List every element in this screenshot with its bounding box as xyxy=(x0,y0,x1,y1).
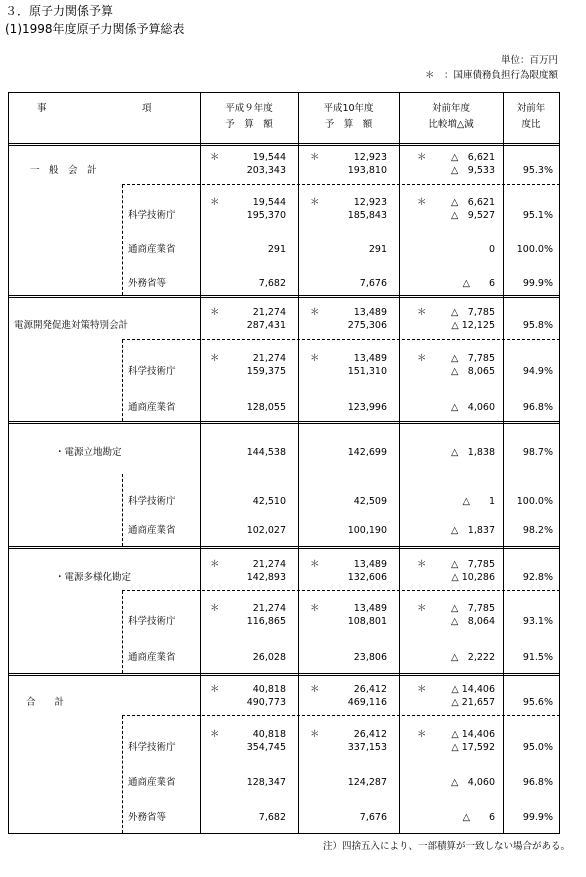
fy9-limit-value: 19,544 xyxy=(252,197,286,208)
unit-label: 単位：百万円 xyxy=(500,55,558,66)
fy9-value: 128,347 xyxy=(246,777,286,788)
limit-mark: ＊ xyxy=(417,353,427,364)
diff-value: △ 8,065 xyxy=(450,366,495,377)
limit-mark: ＊ xyxy=(310,307,320,318)
fy10-limit-value: 13,489 xyxy=(353,559,387,570)
limit-mark: ＊ xyxy=(210,152,220,163)
fy10-value: 337,153 xyxy=(347,742,387,753)
ratio-value: 96.8% xyxy=(522,777,553,788)
fy9-limit-value: 21,274 xyxy=(252,307,286,318)
diff-value: △ 2,222 xyxy=(450,652,495,663)
limit-mark: ＊ xyxy=(417,197,427,208)
diff-value: △ 9,527 xyxy=(450,210,495,221)
row-name: 科学技術庁 xyxy=(128,366,176,377)
row-name: 電源開発促進対策特別会計 xyxy=(14,320,129,331)
diff-value: △ 1,837 xyxy=(450,525,495,536)
ratio-value: 96.8% xyxy=(522,402,553,413)
fy9-limit-value: 19,544 xyxy=(252,152,286,163)
fy9-value: 144,538 xyxy=(246,447,286,458)
fy10-value: 23,806 xyxy=(353,652,387,663)
fy10-value: 7,676 xyxy=(359,812,387,823)
table-title: (1)1998年度原子力関係予算総表 xyxy=(5,22,185,36)
fy9-value: 128,055 xyxy=(246,402,286,413)
diff-value: △ 4,060 xyxy=(450,402,495,413)
header-diff: 対前年度 xyxy=(431,103,470,114)
row-name: 外務省等 xyxy=(128,812,167,823)
diff-limit-value: △ 6,621 xyxy=(450,152,495,163)
header-fy10: 平成10年度 xyxy=(323,103,374,114)
section-title: ３．原子力関係予算 xyxy=(5,4,114,18)
diff-value: △ 9,533 xyxy=(450,165,495,176)
fy10-value: 275,306 xyxy=(347,320,387,331)
diff-value: △ 17,592 xyxy=(451,742,495,753)
limit-mark: ＊ xyxy=(310,559,320,570)
fy9-value: 490,773 xyxy=(246,697,286,708)
fy9-value: 102,027 xyxy=(246,525,286,536)
limit-mark: ＊ xyxy=(310,603,320,614)
ratio-value: 92.8% xyxy=(522,572,553,583)
fy10-value: 142,699 xyxy=(347,447,387,458)
ratio-value: 99.9% xyxy=(522,812,553,823)
fy10-limit-value: 13,489 xyxy=(353,307,387,318)
fy9-value: 354,745 xyxy=(246,742,286,753)
diff-value: △ 10,286 xyxy=(451,572,495,583)
fy10-value: 123,996 xyxy=(347,402,387,413)
ratio-value: 91.5% xyxy=(522,652,553,663)
fy9-limit-value: 40,818 xyxy=(252,684,286,695)
header-komoku: 項 xyxy=(142,103,152,114)
header-fy9-sub: 予 算 額 xyxy=(225,119,273,130)
ratio-value: 93.1% xyxy=(522,616,553,627)
fy9-value: 291 xyxy=(267,244,286,255)
limit-mark: ＊ xyxy=(417,307,427,318)
header-ratio: 対前年 xyxy=(516,103,546,114)
limit-mark: ＊ xyxy=(417,603,427,614)
limit-mark: ＊ xyxy=(310,152,320,163)
fy9-value: 7,682 xyxy=(258,278,286,289)
ratio-value: 95.1% xyxy=(522,210,553,221)
limit-mark: ＊ xyxy=(417,729,427,740)
row-name: 通商産業省 xyxy=(128,777,176,788)
header-fy10-sub: 予 算 額 xyxy=(324,119,373,130)
ratio-value: 94.9% xyxy=(522,366,553,377)
diff-value: 0 xyxy=(488,244,495,255)
fy9-limit-value: 21,274 xyxy=(252,603,286,614)
fy9-limit-value: 40,818 xyxy=(252,729,286,740)
row-name: 科学技術庁 xyxy=(128,742,176,753)
diff-value: △ 21,657 xyxy=(451,697,495,708)
diff-limit-value: △ 7,785 xyxy=(450,559,495,570)
row-name: 通商産業省 xyxy=(128,402,176,413)
diff-value: △ 1,838 xyxy=(450,447,495,458)
fy9-value: 26,028 xyxy=(252,652,286,663)
fy9-value: 142,893 xyxy=(246,572,286,583)
row-name: 科学技術庁 xyxy=(128,210,176,221)
ratio-value: 100.0% xyxy=(516,496,553,507)
fy10-value: 7,676 xyxy=(359,278,387,289)
legend-label: ＊ ：国庫債務負担行為限度額 xyxy=(424,70,558,81)
limit-mark: ＊ xyxy=(417,559,427,570)
limit-mark: ＊ xyxy=(210,729,220,740)
row-name: 科学技術庁 xyxy=(128,496,176,507)
limit-mark: ＊ xyxy=(210,559,220,570)
limit-mark: ＊ xyxy=(417,152,427,163)
fy9-value: 42,510 xyxy=(252,496,286,507)
row-name: 通商産業省 xyxy=(128,652,176,663)
limit-mark: ＊ xyxy=(310,684,320,695)
ratio-value: 100.0% xyxy=(516,244,553,255)
diff-limit-value: △ 6,621 xyxy=(450,197,495,208)
fy10-limit-value: 26,412 xyxy=(353,684,387,695)
footnote: 注）四捨五入により、一部積算が一致しない場合がある。 xyxy=(322,841,570,852)
diff-value: △ 6 xyxy=(462,278,495,289)
fy9-limit-value: 21,274 xyxy=(252,559,286,570)
diff-value: △ 8,064 xyxy=(450,616,495,627)
diff-value: △ 6 xyxy=(462,812,495,823)
ratio-value: 95.0% xyxy=(522,742,553,753)
row-name: 通商産業省 xyxy=(128,244,176,255)
row-name: ・電源多様化勘定 xyxy=(55,572,132,583)
fy10-value: 108,801 xyxy=(347,616,387,627)
row-name: 外務省等 xyxy=(128,278,167,289)
limit-mark: ＊ xyxy=(210,307,220,318)
diff-limit-value: △ 14,406 xyxy=(451,684,495,695)
row-name: ・電源立地勘定 xyxy=(55,447,122,458)
diff-value: △ 12,125 xyxy=(451,320,495,331)
row-name: 科学技術庁 xyxy=(128,616,176,627)
fy9-value: 7,682 xyxy=(258,812,286,823)
fy10-value: 193,810 xyxy=(347,165,387,176)
fy10-value: 124,287 xyxy=(347,777,387,788)
fy9-value: 159,375 xyxy=(246,366,286,377)
row-name: 通商産業省 xyxy=(128,525,176,536)
ratio-value: 99.9% xyxy=(522,278,553,289)
diff-value: △ 4,060 xyxy=(450,777,495,788)
diff-value: △ 1 xyxy=(462,496,495,507)
fy9-value: 116,865 xyxy=(246,616,286,627)
row-name: 一 般 会 計 xyxy=(30,165,97,176)
limit-mark: ＊ xyxy=(210,353,220,364)
fy10-value: 42,509 xyxy=(353,496,387,507)
diff-limit-value: △ 7,785 xyxy=(450,353,495,364)
fy10-limit-value: 26,412 xyxy=(353,729,387,740)
diff-limit-value: △ 7,785 xyxy=(450,307,495,318)
header-ratio-sub: 度比 xyxy=(521,119,541,130)
fy9-limit-value: 21,274 xyxy=(252,353,286,364)
diff-limit-value: △ 7,785 xyxy=(450,603,495,614)
ratio-value: 95.8% xyxy=(522,320,553,331)
ratio-value: 95.3% xyxy=(522,165,553,176)
fy9-value: 195,370 xyxy=(246,210,286,221)
header-diff-sub: 比較増△減 xyxy=(428,119,474,130)
fy10-limit-value: 13,489 xyxy=(353,353,387,364)
ratio-value: 98.7% xyxy=(522,447,553,458)
limit-mark: ＊ xyxy=(310,729,320,740)
ratio-value: 95.6% xyxy=(522,697,553,708)
diff-limit-value: △ 14,406 xyxy=(451,729,495,740)
limit-mark: ＊ xyxy=(310,353,320,364)
fy10-limit-value: 12,923 xyxy=(353,152,387,163)
fy10-value: 469,116 xyxy=(347,697,387,708)
fy10-value: 100,190 xyxy=(347,525,387,536)
fy10-limit-value: 12,923 xyxy=(353,197,387,208)
ratio-value: 98.2% xyxy=(522,525,553,536)
limit-mark: ＊ xyxy=(210,603,220,614)
header-fy9: 平成９年度 xyxy=(225,103,273,114)
row-name: 合 計 xyxy=(26,697,65,708)
fy10-value: 151,310 xyxy=(347,366,387,377)
limit-mark: ＊ xyxy=(210,684,220,695)
fy9-value: 203,343 xyxy=(246,165,286,176)
limit-mark: ＊ xyxy=(417,684,427,695)
fy10-value: 132,606 xyxy=(347,572,387,583)
limit-mark: ＊ xyxy=(210,197,220,208)
header-jigyo: 事 xyxy=(37,103,47,114)
limit-mark: ＊ xyxy=(310,197,320,208)
fy10-limit-value: 13,489 xyxy=(353,603,387,614)
fy10-value: 291 xyxy=(368,244,387,255)
fy10-value: 185,843 xyxy=(347,210,387,221)
fy9-value: 287,431 xyxy=(246,320,286,331)
